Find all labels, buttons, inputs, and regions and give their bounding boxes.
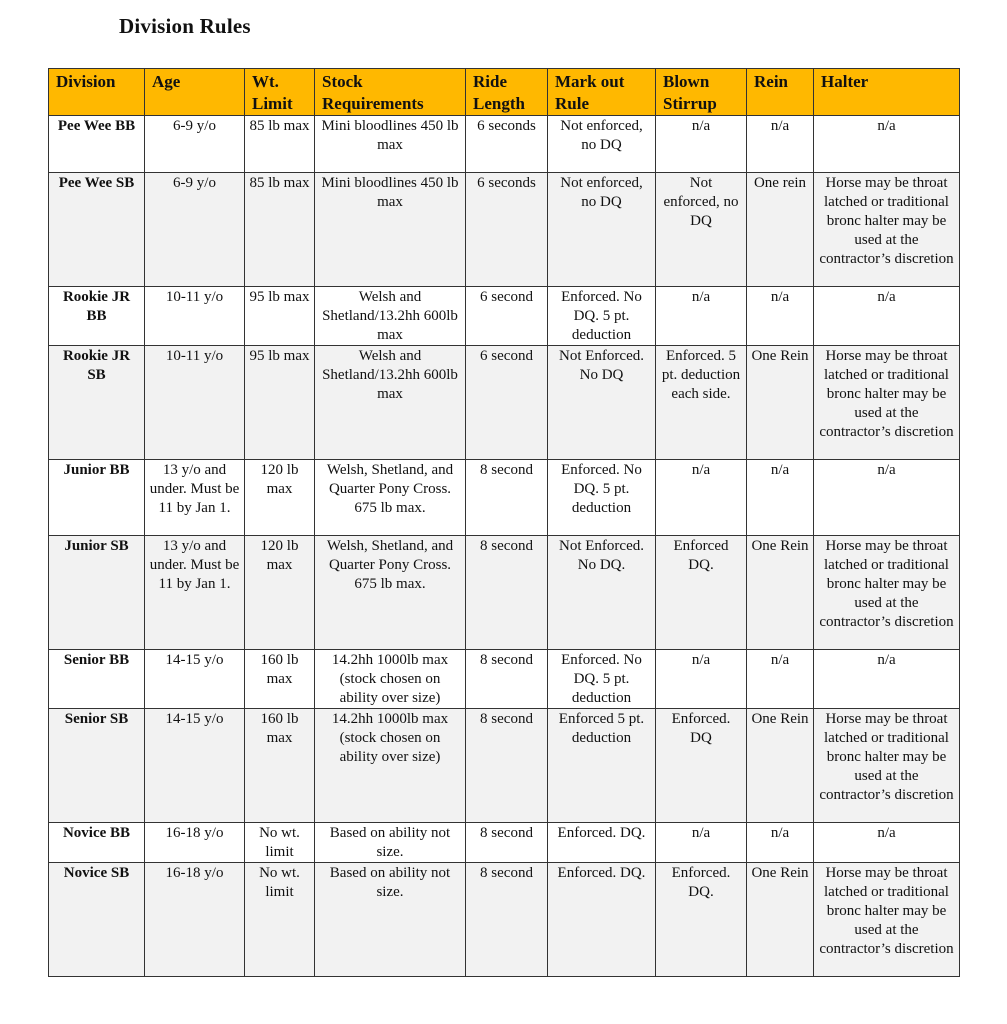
wt-limit-cell: No wt. limit [245, 823, 315, 863]
wt-limit-cell: No wt. limit [245, 863, 315, 977]
mark-out-cell: Enforced. DQ. [548, 823, 656, 863]
blown-stirrup-cell: Not enforced, no DQ [656, 173, 747, 287]
division-cell: Pee Wee SB [49, 173, 145, 287]
table-row [49, 863, 960, 977]
mark-out-cell: Not Enforced. No DQ. [548, 536, 656, 650]
column-header: Age [145, 69, 245, 116]
age-cell: 13 y/o and under. Must be 11 by Jan 1. [145, 460, 245, 536]
wt-limit-cell: 85 lb max [245, 116, 315, 173]
rein-cell: One Rein [747, 346, 814, 460]
table-row [49, 823, 960, 863]
blown-stirrup-cell: n/a [656, 460, 747, 536]
wt-limit-cell: 160 lb max [245, 650, 315, 709]
rein-cell: n/a [747, 460, 814, 536]
halter-cell: n/a [814, 116, 960, 173]
column-header: Halter [814, 69, 960, 116]
rein-cell: One Rein [747, 536, 814, 650]
mark-out-cell: Not enforced, no DQ [548, 116, 656, 173]
stock-cell: Welsh and Shetland/13.2hh 600lb max [315, 287, 466, 346]
ride-length-cell: 8 second [466, 823, 548, 863]
mark-out-cell: Enforced. No DQ. 5 pt. deduction [548, 650, 656, 709]
halter-cell: Horse may be throat latched or traditional bronc halter may be used at the contractor’s discretion [814, 173, 960, 287]
column-header: Division [49, 69, 145, 116]
column-header: Ride Length [466, 69, 548, 116]
mark-out-cell: Enforced 5 pt. deduction [548, 709, 656, 823]
wt-limit-cell: 95 lb max [245, 287, 315, 346]
column-header: Blown Stirrup [656, 69, 747, 116]
rein-cell: n/a [747, 116, 814, 173]
division-cell: Pee Wee BB [49, 116, 145, 173]
halter-cell: n/a [814, 287, 960, 346]
stock-cell: Mini bloodlines 450 lb max [315, 173, 466, 287]
table-row [49, 287, 960, 346]
division-rules-table [48, 68, 960, 977]
stock-cell: Welsh, Shetland, and Quarter Pony Cross. 675 lb max. [315, 536, 466, 650]
division-cell: Senior BB [49, 650, 145, 709]
blown-stirrup-cell: n/a [656, 823, 747, 863]
division-cell: Novice SB [49, 863, 145, 977]
ride-length-cell: 8 second [466, 650, 548, 709]
column-header: Stock Requirements [315, 69, 466, 116]
ride-length-cell: 6 second [466, 287, 548, 346]
blown-stirrup-cell: Enforced. DQ. [656, 863, 747, 977]
rein-cell: n/a [747, 650, 814, 709]
rein-cell: One Rein [747, 709, 814, 823]
age-cell: 16-18 y/o [145, 863, 245, 977]
stock-cell: Welsh, Shetland, and Quarter Pony Cross. 675 lb max. [315, 460, 466, 536]
ride-length-cell: 6 second [466, 346, 548, 460]
division-cell: Junior SB [49, 536, 145, 650]
wt-limit-cell: 120 lb max [245, 536, 315, 650]
wt-limit-cell: 160 lb max [245, 709, 315, 823]
stock-cell: 14.2hh 1000lb max (stock chosen on ability over size) [315, 650, 466, 709]
wt-limit-cell: 85 lb max [245, 173, 315, 287]
table-row [49, 709, 960, 823]
age-cell: 10-11 y/o [145, 287, 245, 346]
table-row [49, 536, 960, 650]
mark-out-cell: Enforced. No DQ. 5 pt. deduction [548, 287, 656, 346]
ride-length-cell: 8 second [466, 709, 548, 823]
division-cell: Junior BB [49, 460, 145, 536]
stock-cell: Based on ability not size. [315, 823, 466, 863]
division-cell: Novice BB [49, 823, 145, 863]
age-cell: 16-18 y/o [145, 823, 245, 863]
table-row [49, 116, 960, 173]
rein-cell: n/a [747, 823, 814, 863]
ride-length-cell: 8 second [466, 863, 548, 977]
halter-cell: Horse may be throat latched or traditional bronc halter may be used at the contractor’s discretion [814, 863, 960, 977]
table-row [49, 346, 960, 460]
page-title: Division Rules [119, 14, 251, 38]
blown-stirrup-cell: Enforced. 5 pt. deduction each side. [656, 346, 747, 460]
age-cell: 14-15 y/o [145, 709, 245, 823]
wt-limit-cell: 120 lb max [245, 460, 315, 536]
halter-cell: n/a [814, 460, 960, 536]
stock-cell: Welsh and Shetland/13.2hh 600lb max [315, 346, 466, 460]
stock-cell: 14.2hh 1000lb max (stock chosen on ability over size) [315, 709, 466, 823]
blown-stirrup-cell: Enforced DQ. [656, 536, 747, 650]
mark-out-cell: Enforced. No DQ. 5 pt. deduction [548, 460, 656, 536]
division-cell: Rookie JR SB [49, 346, 145, 460]
blown-stirrup-cell: n/a [656, 116, 747, 173]
table-row [49, 173, 960, 287]
column-header: Mark out Rule [548, 69, 656, 116]
halter-cell: n/a [814, 650, 960, 709]
halter-cell: n/a [814, 823, 960, 863]
ride-length-cell: 6 seconds [466, 116, 548, 173]
rein-cell: n/a [747, 287, 814, 346]
stock-cell: Mini bloodlines 450 lb max [315, 116, 466, 173]
header-row [49, 69, 960, 116]
mark-out-cell: Enforced. DQ. [548, 863, 656, 977]
wt-limit-cell: 95 lb max [245, 346, 315, 460]
age-cell: 14-15 y/o [145, 650, 245, 709]
halter-cell: Horse may be throat latched or traditional bronc halter may be used at the contractor’s discretion [814, 709, 960, 823]
halter-cell: Horse may be throat latched or traditional bronc halter may be used at the contractor’s discretion [814, 346, 960, 460]
age-cell: 10-11 y/o [145, 346, 245, 460]
age-cell: 13 y/o and under. Must be 11 by Jan 1. [145, 536, 245, 650]
column-header: Wt. Limit [245, 69, 315, 116]
stock-cell: Based on ability not size. [315, 863, 466, 977]
blown-stirrup-cell: Enforced. DQ [656, 709, 747, 823]
division-cell: Senior SB [49, 709, 145, 823]
mark-out-cell: Not enforced, no DQ [548, 173, 656, 287]
ride-length-cell: 8 second [466, 536, 548, 650]
table-row [49, 650, 960, 709]
age-cell: 6-9 y/o [145, 116, 245, 173]
blown-stirrup-cell: n/a [656, 650, 747, 709]
mark-out-cell: Not Enforced. No DQ [548, 346, 656, 460]
division-cell: Rookie JR BB [49, 287, 145, 346]
ride-length-cell: 8 second [466, 460, 548, 536]
ride-length-cell: 6 seconds [466, 173, 548, 287]
column-header: Rein [747, 69, 814, 116]
rein-cell: One Rein [747, 863, 814, 977]
age-cell: 6-9 y/o [145, 173, 245, 287]
blown-stirrup-cell: n/a [656, 287, 747, 346]
table-row [49, 460, 960, 536]
rein-cell: One rein [747, 173, 814, 287]
halter-cell: Horse may be throat latched or traditional bronc halter may be used at the contractor’s discretion [814, 536, 960, 650]
